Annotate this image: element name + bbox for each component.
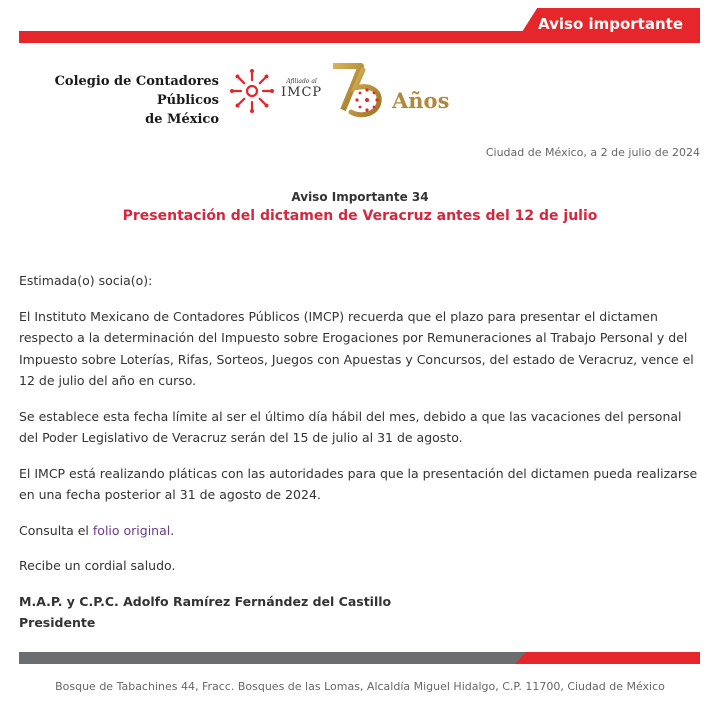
signer-title: Presidente — [19, 614, 96, 630]
affiliation-mark — [281, 78, 322, 100]
paragraph-3: El IMCP está realizando pláticas con las autoridades para que la presentación del dictamen pueda realizarse en una fecha posterior al 31 de agosto de 2024. — [19, 465, 698, 502]
affiliation-small-text: Afiliado al — [286, 78, 317, 85]
closing: Recibe un cordial saludo. — [19, 558, 176, 573]
header-tab-label: Aviso importante — [538, 15, 683, 33]
consult-paragraph — [19, 520, 701, 542]
paragraph-2: Se establece esta fecha límite al ser el último día hábil del mes, debido a que las vacaciones del personal del Poder Legislativo de Veracruz serán del 15 de julio al 31 de agosto. — [19, 408, 682, 445]
notice-heading — [0, 188, 720, 226]
footer-red-accent — [515, 652, 700, 664]
paragraph-1: El Instituto Mexicano de Contadores Públicos (IMCP) recuerda que el plazo para presentar el dictamen respecto a la determinación del Impuesto sobre Erogaciones por Remuneraciones al Trabajo Personal y del Impuesto sobre Loterías, Rifas, Sorteos, Juegos con Apuestas y Concursos, del estado de Veracruz, vence el 12 de julio del año en curso. — [19, 308, 694, 388]
notice-title: Presentación del dictamen de Veracruz antes del 12 de julio — [122, 208, 598, 224]
organization-name-line2: de México — [145, 112, 219, 127]
footer-bar — [19, 652, 700, 664]
notice-number: Aviso Importante 34 — [291, 190, 429, 204]
letter-body — [19, 270, 701, 633]
footer-address: Bosque de Tabachines 44, Fracc. Bosques de las Lomas, Alcaldía Miguel Hidalgo, C.P. 11700, Ciudad de México — [55, 680, 665, 693]
consult-suffix: . — [170, 522, 175, 538]
consult-prefix: Consulta el — [19, 522, 93, 538]
affiliation-imcp-text: IMCP — [281, 85, 323, 100]
original-folio-link[interactable]: folio original — [92, 522, 171, 538]
organization-logo — [19, 60, 459, 125]
seal-icon — [229, 68, 275, 114]
organization-name-line1: Colegio de Contadores Públicos — [54, 74, 219, 108]
anniversary-text: Años — [392, 88, 450, 113]
greeting: Estimada(o) socia(o): — [19, 273, 153, 288]
document-date: Ciudad de México, a 2 de julio de 2024 — [485, 146, 700, 159]
header-banner — [19, 0, 700, 45]
signer-name: M.A.P. y C.P.C. Adolfo Ramírez Fernández del Castillo — [19, 593, 392, 609]
organization-name — [19, 72, 219, 129]
